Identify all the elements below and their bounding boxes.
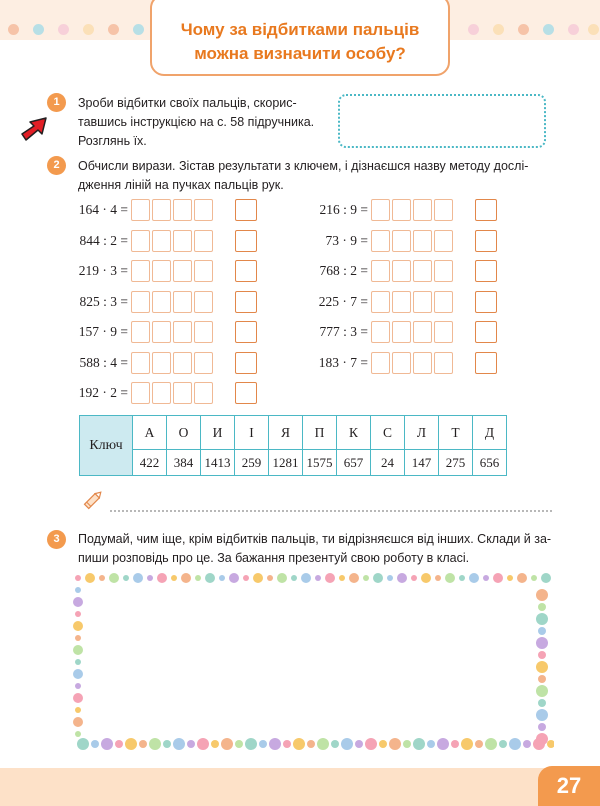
digit-cell[interactable]: [194, 230, 213, 252]
fingerprint-box[interactable]: [338, 94, 546, 148]
frame-dot: [536, 637, 548, 649]
digit-cell[interactable]: [173, 321, 192, 343]
letter-answer-box[interactable]: [235, 382, 257, 404]
frame-dot: [187, 740, 195, 748]
frame-dot: [451, 740, 459, 748]
exercise-expression: 192 · 2 =: [78, 385, 128, 400]
frame-dot: [509, 738, 521, 750]
task-number-1: 1: [47, 93, 66, 112]
frame-dot: [277, 573, 287, 583]
key-letter: С: [371, 416, 405, 450]
digit-cells: [131, 199, 215, 221]
key-letters-row: [80, 416, 507, 450]
frame-dot: [85, 573, 95, 583]
letter-answer-box[interactable]: [475, 230, 497, 252]
frame-dot: [507, 575, 513, 581]
frame-dot: [259, 740, 267, 748]
frame-dot: [341, 738, 353, 750]
frame-dot: [229, 573, 239, 583]
frame-dot: [115, 740, 123, 748]
digit-cell[interactable]: [152, 321, 171, 343]
frame-dot: [211, 740, 219, 748]
digit-cells: [131, 352, 215, 374]
pencil-icon: [80, 487, 106, 513]
digit-cell[interactable]: [392, 352, 411, 374]
digit-cells: [131, 321, 215, 343]
exercise-expression: 588 : 4 =: [79, 354, 128, 370]
task2-text: [78, 157, 528, 195]
key-letter: И: [201, 416, 235, 450]
frame-dot: [75, 683, 81, 689]
exercise-expression: 844 : 2 =: [79, 232, 128, 248]
letter-answer-box[interactable]: [235, 260, 257, 282]
digit-cell[interactable]: [131, 199, 150, 221]
key-letter: Л: [405, 416, 439, 450]
frame-dot: [73, 621, 83, 631]
digit-cell[interactable]: [392, 260, 411, 282]
digit-cell[interactable]: [173, 230, 192, 252]
key-value: 656: [473, 450, 507, 476]
letter-answer-box[interactable]: [475, 352, 497, 374]
frame-dot: [75, 611, 81, 617]
digit-cells: [371, 352, 455, 374]
digit-cell[interactable]: [434, 230, 453, 252]
digit-cell[interactable]: [371, 230, 390, 252]
title-box: [150, 0, 450, 76]
frame-dot: [91, 740, 99, 748]
digit-cell[interactable]: [434, 321, 453, 343]
digit-cells: [131, 382, 215, 404]
key-letter: Т: [439, 416, 473, 450]
decor-dot: [468, 24, 479, 35]
digit-cell[interactable]: [152, 230, 171, 252]
digit-cells: [371, 199, 455, 221]
frame-dot: [181, 573, 191, 583]
frame-dot: [485, 738, 497, 750]
key-value: 1281: [269, 450, 303, 476]
digit-cell[interactable]: [194, 352, 213, 374]
digit-cell[interactable]: [173, 291, 192, 313]
digit-cell[interactable]: [173, 352, 192, 374]
decor-dot: [568, 24, 579, 35]
frame-dot: [75, 575, 81, 581]
task2-line1: Обчисли вирази. Зістав результати з ключем, і дізнаєшся назву методу дослі-: [78, 159, 529, 173]
digit-cell[interactable]: [392, 230, 411, 252]
task1-line1: Зроби відбитки своїх пальців, скорис-: [78, 96, 297, 110]
frame-dot: [75, 707, 81, 713]
frame-dot: [109, 573, 119, 583]
decor-dot: [133, 24, 144, 35]
frame-dot: [469, 573, 479, 583]
frame-dot: [363, 575, 369, 581]
decor-dot: [108, 24, 119, 35]
key-letter: Я: [269, 416, 303, 450]
frame-dot: [123, 575, 129, 581]
decor-dot: [588, 24, 599, 35]
task2-line2: дження ліній на пучках пальців рук.: [78, 178, 284, 192]
key-value: 259: [235, 450, 269, 476]
decor-dot: [493, 24, 504, 35]
writing-frame[interactable]: [70, 570, 554, 756]
digit-cell[interactable]: [413, 321, 432, 343]
digit-cell[interactable]: [152, 260, 171, 282]
frame-dot: [163, 740, 171, 748]
frame-dot: [73, 597, 83, 607]
exercise-expression: 73 · 9 =: [325, 232, 368, 248]
answer-line[interactable]: [110, 510, 552, 512]
decor-dot: [83, 24, 94, 35]
frame-dot: [531, 575, 537, 581]
digit-cell[interactable]: [371, 199, 390, 221]
task-number-2: 2: [47, 156, 66, 175]
frame-dot: [536, 685, 548, 697]
frame-dot: [437, 738, 449, 750]
digit-cell[interactable]: [131, 321, 150, 343]
key-letter: К: [337, 416, 371, 450]
exercise-expression: 216 : 9 =: [319, 202, 368, 217]
frame-dot: [349, 573, 359, 583]
digit-cells: [131, 260, 215, 282]
frame-dot: [147, 575, 153, 581]
frame-dot: [125, 738, 137, 750]
frame-dot: [536, 709, 548, 721]
exercise-expression: 768 : 2 =: [319, 263, 368, 278]
key-letter: О: [167, 416, 201, 450]
key-value: 422: [133, 450, 167, 476]
page-title-line2: можна визначити особу?: [194, 44, 406, 63]
frame-dot: [73, 645, 83, 655]
frame-dot: [197, 738, 209, 750]
frame-dot: [75, 587, 81, 593]
task3-text: [78, 530, 551, 568]
key-letter: П: [303, 416, 337, 450]
frame-dot: [355, 740, 363, 748]
digit-cells: [371, 260, 455, 282]
frame-dot: [339, 575, 345, 581]
frame-dot: [517, 573, 527, 583]
frame-dot: [413, 738, 425, 750]
frame-dot: [389, 738, 401, 750]
digit-cell[interactable]: [173, 260, 192, 282]
exercise-expression: 157 · 9 =: [78, 324, 128, 339]
digit-cells: [131, 291, 215, 313]
frame-dot: [307, 740, 315, 748]
digit-cell[interactable]: [371, 260, 390, 282]
digit-cells: [371, 230, 455, 252]
digit-cell[interactable]: [434, 352, 453, 374]
frame-dot: [75, 731, 81, 737]
digit-cell[interactable]: [413, 260, 432, 282]
frame-dot: [421, 573, 431, 583]
frame-dot: [219, 575, 225, 581]
digit-cell[interactable]: [392, 291, 411, 313]
letter-answer-box[interactable]: [475, 260, 497, 282]
frame-dot: [499, 740, 507, 748]
digit-cell[interactable]: [194, 321, 213, 343]
key-letter: А: [133, 416, 167, 450]
frame-dot: [325, 573, 335, 583]
exercise-expression: 225 · 7 =: [318, 293, 368, 309]
exercise-expression: 219 · 3 =: [78, 263, 128, 278]
key-value: 657: [337, 450, 371, 476]
task3-line2: пиши розповідь про це. За бажання презентуй свою роботу в класі.: [78, 551, 470, 565]
key-value: 1413: [201, 450, 235, 476]
frame-dot: [99, 575, 105, 581]
digit-cell[interactable]: [194, 291, 213, 313]
frame-dot: [315, 575, 321, 581]
frame-dot: [373, 573, 383, 583]
digit-cells: [131, 230, 215, 252]
frame-dot: [493, 573, 503, 583]
red-arrow-icon: [18, 112, 50, 144]
frame-dot: [538, 627, 546, 635]
letter-answer-box[interactable]: [235, 291, 257, 313]
frame-dot: [365, 738, 377, 750]
exercise-expression: 183 · 7 =: [318, 354, 368, 370]
decor-dot: [58, 24, 69, 35]
frame-dot: [411, 575, 417, 581]
digit-cell[interactable]: [173, 199, 192, 221]
page-number: 27: [538, 766, 600, 806]
frame-dot: [171, 575, 177, 581]
frame-dot: [483, 575, 489, 581]
frame-dot: [269, 738, 281, 750]
frame-dot: [173, 738, 185, 750]
frame-dot: [403, 740, 411, 748]
frame-dot: [301, 573, 311, 583]
frame-dot: [445, 573, 455, 583]
digit-cell[interactable]: [152, 382, 171, 404]
digit-cell[interactable]: [173, 382, 192, 404]
frame-dot: [75, 635, 81, 641]
bottom-band: [0, 768, 600, 806]
letter-answer-box[interactable]: [475, 321, 497, 343]
digit-cell[interactable]: [371, 291, 390, 313]
digit-cell[interactable]: [131, 352, 150, 374]
frame-dot: [538, 723, 546, 731]
key-letter: Д: [473, 416, 507, 450]
digit-cell[interactable]: [152, 199, 171, 221]
letter-answer-box[interactable]: [235, 199, 257, 221]
frame-dot: [283, 740, 291, 748]
decor-dot: [543, 24, 554, 35]
frame-dot: [541, 573, 551, 583]
key-value: 275: [439, 450, 473, 476]
digit-cell[interactable]: [194, 382, 213, 404]
frame-dot: [387, 575, 393, 581]
frame-dot: [221, 738, 233, 750]
decor-dot: [33, 24, 44, 35]
exercise-expression: 777 : 3 =: [319, 324, 368, 339]
letter-answer-box[interactable]: [235, 352, 257, 374]
digit-cells: [371, 291, 455, 313]
key-label: Ключ: [80, 416, 133, 476]
frame-dot: [291, 575, 297, 581]
frame-dot: [133, 573, 143, 583]
page-title-line1: Чому за відбитками пальців: [180, 20, 420, 39]
key-value: 24: [371, 450, 405, 476]
frame-dot: [538, 603, 546, 611]
letter-answer-box[interactable]: [475, 291, 497, 313]
digit-cell[interactable]: [152, 291, 171, 313]
frame-dot: [253, 573, 263, 583]
decor-dot: [518, 24, 529, 35]
frame-dot: [397, 573, 407, 583]
frame-dot: [538, 699, 546, 707]
frame-dot: [536, 733, 548, 745]
exercise-expression: 164 · 4 =: [78, 202, 128, 217]
digit-cells: [371, 321, 455, 343]
key-value: 384: [167, 450, 201, 476]
digit-cell[interactable]: [131, 230, 150, 252]
frame-dot: [149, 738, 161, 750]
task1-text: [78, 94, 314, 151]
digit-cell[interactable]: [413, 230, 432, 252]
task3-line1: Подумай, чим іще, крім відбитків пальців, ти відрізняєшся від інших. Склади й за-: [78, 532, 552, 546]
frame-dot: [101, 738, 113, 750]
frame-dot: [195, 575, 201, 581]
frame-dot: [538, 675, 546, 683]
digit-cell[interactable]: [434, 291, 453, 313]
digit-cell[interactable]: [371, 352, 390, 374]
key-value: 147: [405, 450, 439, 476]
decor-dot: [8, 24, 19, 35]
frame-dot: [475, 740, 483, 748]
digit-cell[interactable]: [392, 199, 411, 221]
digit-cell[interactable]: [371, 321, 390, 343]
digit-cell[interactable]: [413, 352, 432, 374]
frame-dot: [461, 738, 473, 750]
task1-line3: Розглянь їх.: [78, 134, 147, 148]
digit-cell[interactable]: [434, 199, 453, 221]
frame-dot: [245, 738, 257, 750]
digit-cell[interactable]: [413, 291, 432, 313]
frame-dot: [139, 740, 147, 748]
frame-dot: [435, 575, 441, 581]
letter-answer-box[interactable]: [475, 199, 497, 221]
frame-dot: [157, 573, 167, 583]
digit-cell[interactable]: [131, 291, 150, 313]
frame-dot: [459, 575, 465, 581]
letter-answer-box[interactable]: [235, 321, 257, 343]
frame-dot: [379, 740, 387, 748]
digit-cell[interactable]: [131, 260, 150, 282]
frame-dot: [77, 738, 89, 750]
frame-dot: [73, 717, 83, 727]
frame-dot: [536, 661, 548, 673]
frame-dot: [243, 575, 249, 581]
frame-dot: [523, 740, 531, 748]
letter-answer-box[interactable]: [235, 230, 257, 252]
frame-dot: [235, 740, 243, 748]
digit-cell[interactable]: [413, 199, 432, 221]
digit-cell[interactable]: [131, 382, 150, 404]
key-table: [79, 415, 507, 476]
frame-dot: [538, 651, 546, 659]
frame-dot: [536, 613, 548, 625]
exercise-expression: 825 : 3 =: [79, 293, 128, 309]
digit-cell[interactable]: [434, 260, 453, 282]
frame-dot: [547, 740, 554, 748]
frame-dot: [331, 740, 339, 748]
frame-dot: [75, 659, 81, 665]
key-value: 1575: [303, 450, 337, 476]
frame-dot: [73, 669, 83, 679]
task-number-3: 3: [47, 530, 66, 549]
key-values-row: [80, 450, 507, 476]
task1-line2: тавшись інструкцією на с. 58 підручника.: [78, 115, 315, 129]
frame-dot: [317, 738, 329, 750]
frame-dot: [536, 589, 548, 601]
frame-dot: [267, 575, 273, 581]
frame-dot: [293, 738, 305, 750]
digit-cell[interactable]: [152, 352, 171, 374]
digit-cell[interactable]: [392, 321, 411, 343]
frame-dot: [73, 693, 83, 703]
digit-cell[interactable]: [194, 199, 213, 221]
frame-dot: [205, 573, 215, 583]
digit-cell[interactable]: [194, 260, 213, 282]
frame-dot: [427, 740, 435, 748]
key-letter: І: [235, 416, 269, 450]
